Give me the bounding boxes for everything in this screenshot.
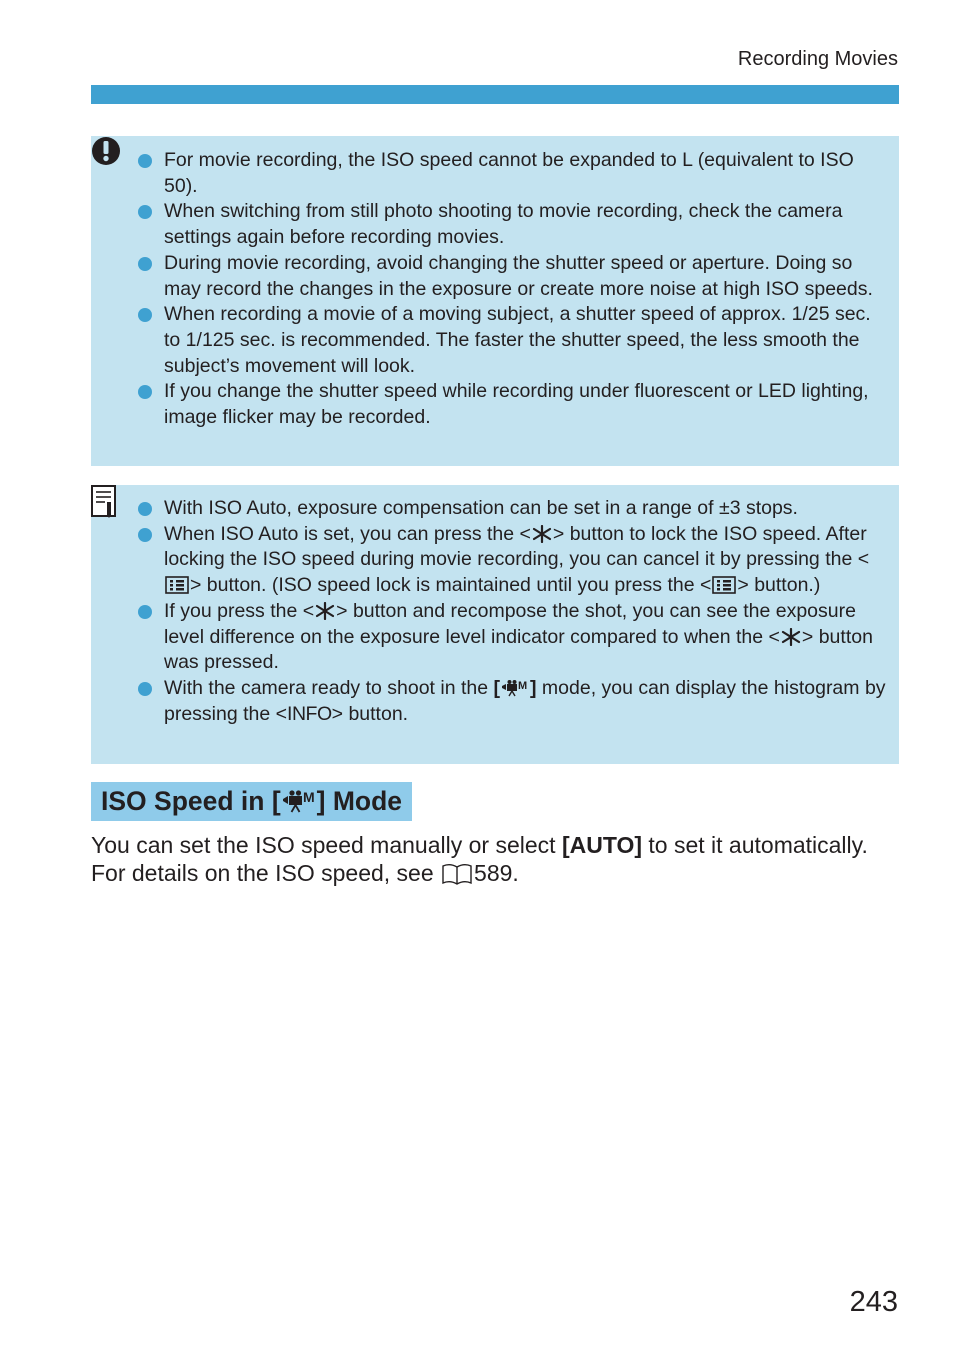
page-reference[interactable]: 589: [474, 860, 513, 886]
book-icon: [441, 863, 473, 885]
quick-control-icon: [165, 576, 189, 594]
caution-icon: [91, 136, 121, 166]
auto-setting: [AUTO]: [561, 832, 642, 858]
note-pencil-icon: [91, 485, 119, 519]
body-paragraph: You can set the ISO speed manually or select [AUTO] to set it automatically. For details on the ISO speed, see 589.: [91, 832, 868, 886]
bullet-icon: [138, 605, 152, 619]
list-item: With ISO Auto, exposure compensation can be set in a range of ±3 stops.: [138, 496, 889, 522]
movie-manual-mode-icon: [501, 679, 529, 697]
caution-list: [138, 148, 889, 431]
bullet-icon: [138, 308, 152, 322]
ae-lock-icon: [781, 628, 801, 646]
bullet-icon: [138, 502, 152, 516]
list-item: During movie recording, avoid changing the shutter speed or aperture. Doing so may record the changes in the exposure or create more noise at high ISO speeds.: [138, 251, 889, 302]
list-item: When switching from still photo shooting to movie recording, check the camera settings again before recording movies.: [138, 199, 889, 250]
movie-manual-mode-icon: [282, 789, 316, 813]
svg-text:M: M: [302, 789, 315, 805]
bullet-icon: [138, 154, 152, 168]
bullet-icon: [138, 385, 152, 399]
quick-control-icon: [712, 576, 736, 594]
list-item: With the camera ready to shoot in the [ M ] mode, you can display the histogram by pressing the <INFO> button.: [138, 676, 889, 727]
bullet-icon: [138, 205, 152, 219]
list-item: When ISO Auto is set, you can press the < > button to lock the ISO speed. After locking the ISO speed during movie recording, you can cancel it by pressing the <> button. (ISO speed lock is maintained until you press the < > button.): [138, 522, 889, 599]
bullet-icon: [138, 257, 152, 271]
header-bar: [91, 85, 899, 104]
bullet-icon: [138, 682, 152, 696]
running-header: Recording Movies: [737, 48, 898, 70]
ae-lock-icon: [315, 602, 335, 620]
caution-box: [91, 136, 899, 466]
bullet-icon: [138, 528, 152, 542]
ae-lock-icon: [532, 525, 552, 543]
page-number: 243: [849, 1286, 898, 1318]
svg-text:M: M: [518, 679, 528, 692]
list-item: If you change the shutter speed while recording under fluorescent or LED lighting, image flicker may be recorded.: [138, 379, 889, 430]
section-heading: ISO Speed in [ M ] Mode: [91, 782, 412, 821]
note-box: [91, 485, 899, 764]
info-button-label: INFO: [287, 702, 332, 725]
list-item: If you press the < > button and recompose the shot, you can see the exposure level difference on the exposure level indicator compared to when the < > button was pressed.: [138, 599, 889, 676]
list-item: For movie recording, the ISO speed cannot be expanded to L (equivalent to ISO 50).: [138, 148, 889, 199]
note-list: [138, 496, 889, 727]
list-item: When recording a movie of a moving subject, a shutter speed of approx. 1/25 sec. to 1/125 sec. is recommended. The faster the shutter speed, the less smooth the subject’s movement will look.: [138, 302, 889, 379]
